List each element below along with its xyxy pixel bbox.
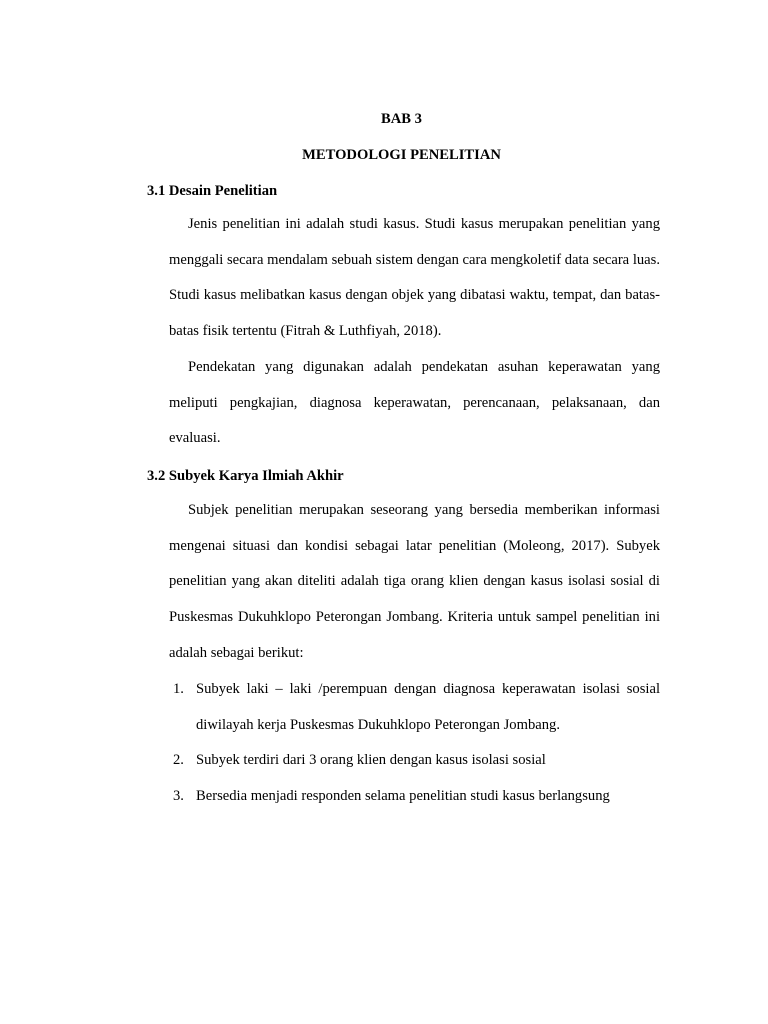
list-item	[169, 743, 660, 779]
list-item-number: 3.	[173, 788, 184, 805]
section-heading-subyek: 3.2 Subyek Karya Ilmiah Akhir	[147, 468, 344, 484]
criteria-list	[169, 672, 660, 815]
list-item-text: Bersedia menjadi responden selama penelitian studi kasus berlangsung	[196, 788, 610, 805]
list-item-number: 2.	[173, 752, 184, 769]
list-item	[169, 779, 660, 815]
paragraph-desain-1: Jenis penelitian ini adalah studi kasus. Studi kasus merupakan penelitian yang menggali secara mendalam sebuah sistem dengan cara mengkoletif data secara luas. Studi kasus melibatkan kasus dengan objek yang dibatasi waktu, tempat, dan batas-batas fisik tertentu (Fitrah & Luthfiyah, 2018).	[169, 216, 660, 340]
section-heading-desain: 3.1 Desain Penelitian	[147, 183, 278, 199]
list-item-number: 1.	[173, 681, 184, 697]
list-item	[169, 672, 660, 743]
list-item-text: Subyek terdiri dari 3 orang klien dengan kasus isolasi sosial	[196, 752, 546, 769]
chapter-label: BAB 3	[381, 111, 422, 127]
paragraph-desain-2: Pendekatan yang digunakan adalah pendekatan asuhan keperawatan yang meliputi pengkajian, diagnosa keperawatan, perencanaan, pelaksanaan, dan evaluasi.	[169, 359, 660, 447]
chapter-title: METODOLOGI PENELITIAN	[302, 147, 501, 163]
paragraph-subyek-1: Subjek penelitian merupakan seseorang yang bersedia memberikan informasi mengenai situasi dan kondisi sebagai latar penelitian (Moleong, 2017). Subyek penelitian yang akan diteliti adalah tiga orang klien dengan kasus isolasi sosial di Puskesmas Dukuhklopo Peterongan Jombang. Kriteria untuk sampel penelitian ini adalah sebagai berikut:	[169, 502, 660, 661]
list-item-text: Subyek laki – laki /perempuan dengan diagnosa keperawatan isolasi sosial diwilayah kerja Puskesmas Dukuhklopo Peterongan Jombang.	[196, 681, 660, 733]
